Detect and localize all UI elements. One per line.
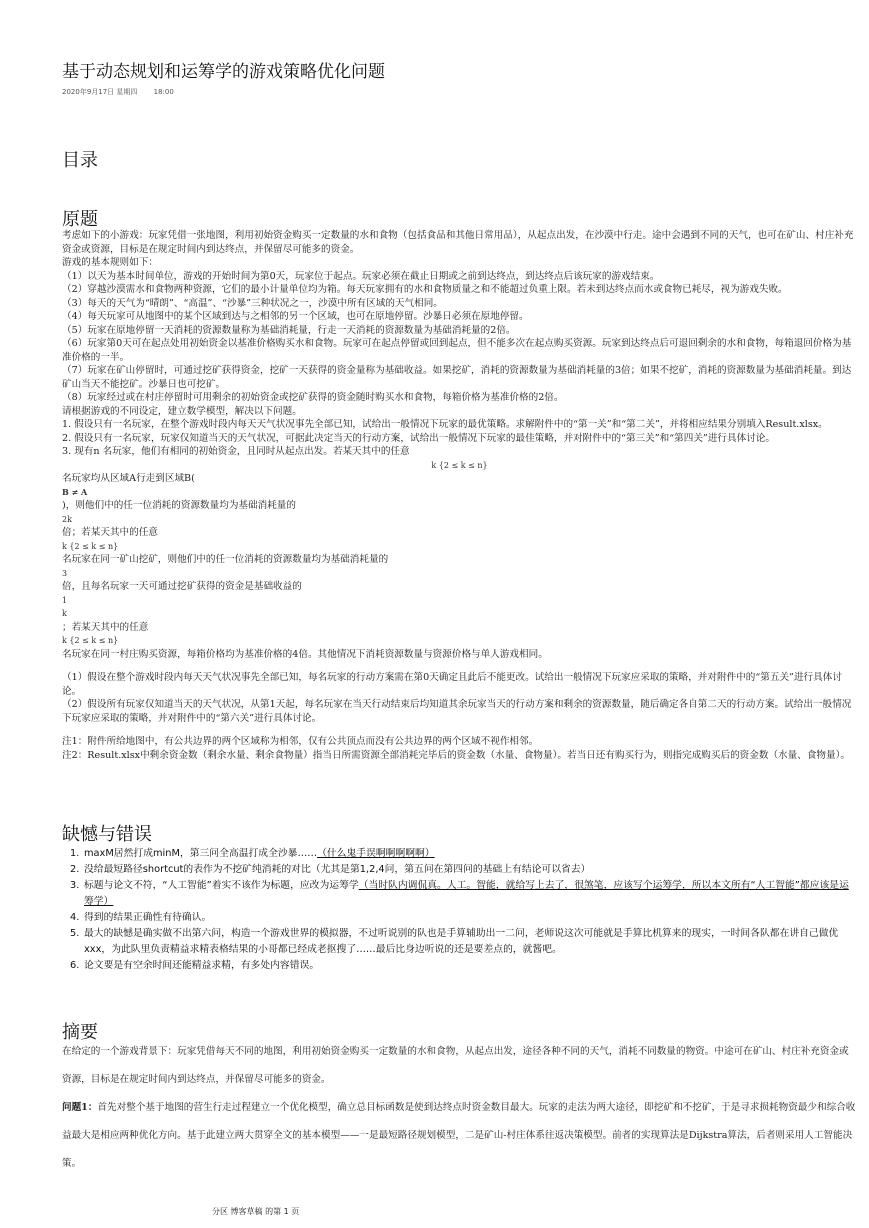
math-b-neq-a: B ≠ A: [62, 486, 88, 497]
math-3: 3: [62, 568, 68, 578]
toc-heading: 目录: [62, 150, 98, 171]
page-title: 基于动态规划和运筹学的游戏策略优化问题: [62, 62, 385, 82]
subquestion-2: （2）假设所有玩家仅知道当天的天气状况，从第1天起，每名玩家在当天行动结束后均知道其余玩家当天的行动方案和剩余的资源数量，随后确定各自第二天的行动方案。试给出一般情况下玩家应采取的策略，并对附件中的“第六关”进行具体讨论。: [62, 699, 852, 724]
fragment-text: 名玩家在同一矿山挖矿，则他们中的任一位消耗的资源数量均为基础消耗量的: [62, 554, 389, 565]
fragment-text: 名玩家均从区域A行走到区域B(: [62, 473, 195, 484]
note-1: 注1：附件所给地图中，有公共边界的两个区域称为相邻，仅有公共顶点而没有公共边界的两个区域不视作相邻。: [62, 736, 539, 747]
list-number: 2.: [70, 864, 80, 875]
note-2: 注2：Result.xlsx中剩余资金数（剩余水量、剩余食物量）指当日所需资源全部消耗完毕后的资金数（水量、食物量）。若当日还有购买行为，则指完成购买后的资金数（水量、食物量）。: [62, 749, 851, 761]
subquestion-1: （1）假设在整个游戏时段内每天天气状况事先全部已知，每名玩家的行动方案需在第0天确定且此后不能更改。试给出一般情况下玩家应采取的策略，并对附件中的“第五关”进行具体讨论。: [62, 672, 842, 697]
list-item: [62, 910, 857, 926]
abstract-paragraph: 在给定的一个游戏背景下：玩家凭借每天不同的地图，利用初始资金购买一定数量的水和食物，从起点出发，途径各种不同的天气，消耗不同数量的物资。中途可在矿山、村庄补充资金或资源，目标是在规定时间内到达终点，并保留尽可能多的资金。: [62, 1046, 849, 1085]
math-k-range: k {2 ≤ k ≤ n}: [62, 636, 119, 645]
original-line: 3. 现有n 名玩家，他们有相同的初始资金，且同时从起点出发。若某天其中的任意: [62, 446, 410, 457]
math-frac-numerator: 1: [62, 595, 68, 605]
math-frac-denominator: k: [62, 609, 67, 618]
original-line: （6）玩家第0天可在起点处用初始资金以基准价格购买水和食物。玩家可在起点停留或回到起点，但不能多次在起点购买资源。玩家到达终点后可退回剩余的水和食物，每箱退回价格为基准价格的一半。: [62, 338, 852, 363]
abstract-q1-text: 首先对整个基于地图的营生行走过程建立一个优化模型，确立总目标函数是使到达终点时资金数目最大。玩家的走法为两大途径，即挖矿和不挖矿，于是寻求损耗物资最少和综合收益最大是相应两种优化方向。基于此建立两大贯穿全文的基本模型——一是最短路径规划模型，二是矿山-村庄体系往返决策模型。前者的实现算法是Dijkstra算法，后者则采用人工智能决策。: [62, 1102, 856, 1169]
list-number: 3.: [70, 880, 80, 891]
original-body: [62, 229, 857, 762]
list-number: 5.: [70, 928, 80, 939]
question-label: 问题1：: [62, 1102, 98, 1113]
original-line: 1. 假设只有一名玩家，在整个游戏时段内每天天气状况事先全部已知，试给出一般情况下玩家的最优策略。求解附件中的“第一关”和“第二关”，并将相应结果分别填入Result.xlsx。: [62, 419, 828, 430]
list-item: [62, 846, 857, 862]
original-line: 2. 假设只有一名玩家，玩家仅知道当天的天气状况，可据此决定当天的行动方案，试给出一般情况下玩家的最佳策略，并对附件中的“第三关”和“第四关”进行具体讨论。: [62, 432, 775, 444]
fragment-text: 倍；若某天其中的任意: [62, 527, 158, 538]
list-number: 1.: [70, 848, 80, 859]
list-item-underlined: （当时队内调侃真。人工。智能，就给写上去了，很煞笔，应该写个运筹学，所以本文所有“人工智能”都应该是运筹学）: [84, 880, 849, 907]
list-item-text: 最大的缺憾是确实做不出第六问，构造一个游戏世界的模拟器，不过听说别的队也是手算辅助出一二问，老师说这次可能就是手算比机算来的现实，一时间各队都在讲自己做优xxx，为此队里负责精益求精表格结果的小哥都已经成老抠搜了……最后比身边听说的还是要差点的，就酱吧。: [84, 928, 839, 955]
original-line: （8）玩家经过或在村庄停留时可用剩余的初始资金或挖矿获得的资金随时购买水和食物，每箱价格为基准价格的2倍。: [62, 392, 564, 403]
list-number: 6.: [70, 960, 80, 971]
list-item-text: 没给最短路径shortcut的表作为不挖矿纯消耗的对比（尤其是第1,2,4问，第五问在第四问的基础上有结论可以省去）: [84, 864, 591, 875]
list-item-text: 标题与论文不符，“人工智能”着实不该作为标题，应改为运筹学: [84, 880, 359, 891]
list-item-underlined: （什么鬼手误啊啊啊啊啊）: [317, 848, 435, 859]
list-item: [62, 862, 857, 878]
list-item-text: maxM居然打成minM，第三问全高温打成全沙暴……: [84, 848, 318, 859]
original-line: （2）穿越沙漠需水和食物两种资源，它们的最小计量单位均为箱。每天玩家拥有的水和食物质量之和不能超过负重上限。若未到达终点而水或食物已耗尽，视为游戏失败。: [62, 284, 788, 295]
original-line: 游戏的基本规则如下：: [62, 257, 158, 268]
math-k-range: k {2 ≤ k ≤ n}: [62, 541, 119, 551]
date-text: 2020年9月17日 星期四: [62, 88, 138, 96]
original-line: 请根据游戏的不同设定，建立数学模型，解决以下问题。: [62, 405, 302, 417]
math-k-range: k {2 ≤ k ≤ n}: [431, 460, 488, 470]
original-line: （7）玩家在矿山停留时，可通过挖矿获得资金，挖矿一天获得的资金量称为基础收益。如果挖矿，消耗的资源数量为基础消耗量的3倍；如果不挖矿，消耗的资源数量为基础消耗量。到达矿山当天不能挖矿。沙暴日也可挖矿。: [62, 365, 852, 390]
list-number: 4.: [70, 912, 80, 923]
math-2k: 2k: [62, 514, 72, 524]
original-line: （1）以天为基本时间单位，游戏的开始时间为第0天，玩家位于起点。玩家必须在截止日期或之前到达终点，到达终点后该玩家的游戏结束。: [62, 270, 660, 282]
flaws-heading: 缺憾与错误: [62, 824, 152, 845]
original-line: （4）每天玩家可从地图中的某个区域到达与之相邻的另一个区域，也可在原地停留。沙暴日必须在原地停留。: [62, 311, 529, 322]
original-line: （5）玩家在原地停留一天消耗的资源数量称为基础消耗量，行走一天消耗的资源数量为基础消耗量的2倍。: [62, 324, 516, 336]
original-heading: 原题: [62, 209, 98, 230]
abstract-paragraph-q1: [62, 1094, 857, 1178]
original-line: （3）每天的天气为“晴朗”、“高温”、“沙暴”三种状况之一，沙漠中所有区域的天气相同。: [62, 297, 443, 309]
abstract-heading: 摘要: [62, 1022, 98, 1043]
fragment-text: 倍，且每名玩家一天可通过挖矿获得的资金是基础收益的: [62, 581, 302, 592]
abstract-body: [62, 1038, 857, 1178]
list-item-text: 论文要是有空余时间还能精益求精，有多处内容错误。: [84, 960, 320, 971]
time-text: 18:00: [153, 88, 174, 96]
fragment-text: )，则他们中的任一位消耗的资源数量均为基础消耗量的: [62, 500, 296, 511]
list-item: [62, 878, 857, 910]
list-item: [62, 958, 857, 974]
fragment-text: ；若某天其中的任意: [62, 621, 149, 633]
page-meta: [62, 87, 188, 97]
flaws-list: [62, 846, 857, 974]
list-item: [62, 926, 857, 958]
original-line: 考虑如下的小游戏：玩家凭借一张地图，利用初始资金购买一定数量的水和食物（包括食品和其他日常用品），从起点出发，在沙漠中行走。途中会遇到不同的天气，也可在矿山、村庄补充资金或资源，目标是在规定时间内到达终点，并保留尽可能多的资金。: [62, 230, 854, 255]
list-item-text: 得到的结果正确性有待确认。: [84, 912, 212, 923]
page-footer: 分区 博客草稿 的第 1 页: [212, 1207, 300, 1216]
fragment-text: 名玩家在同一村庄购买资源，每箱价格均为基准价格的4倍。其他情况下消耗资源数量与资源价格与单人游戏相同。: [62, 648, 548, 660]
